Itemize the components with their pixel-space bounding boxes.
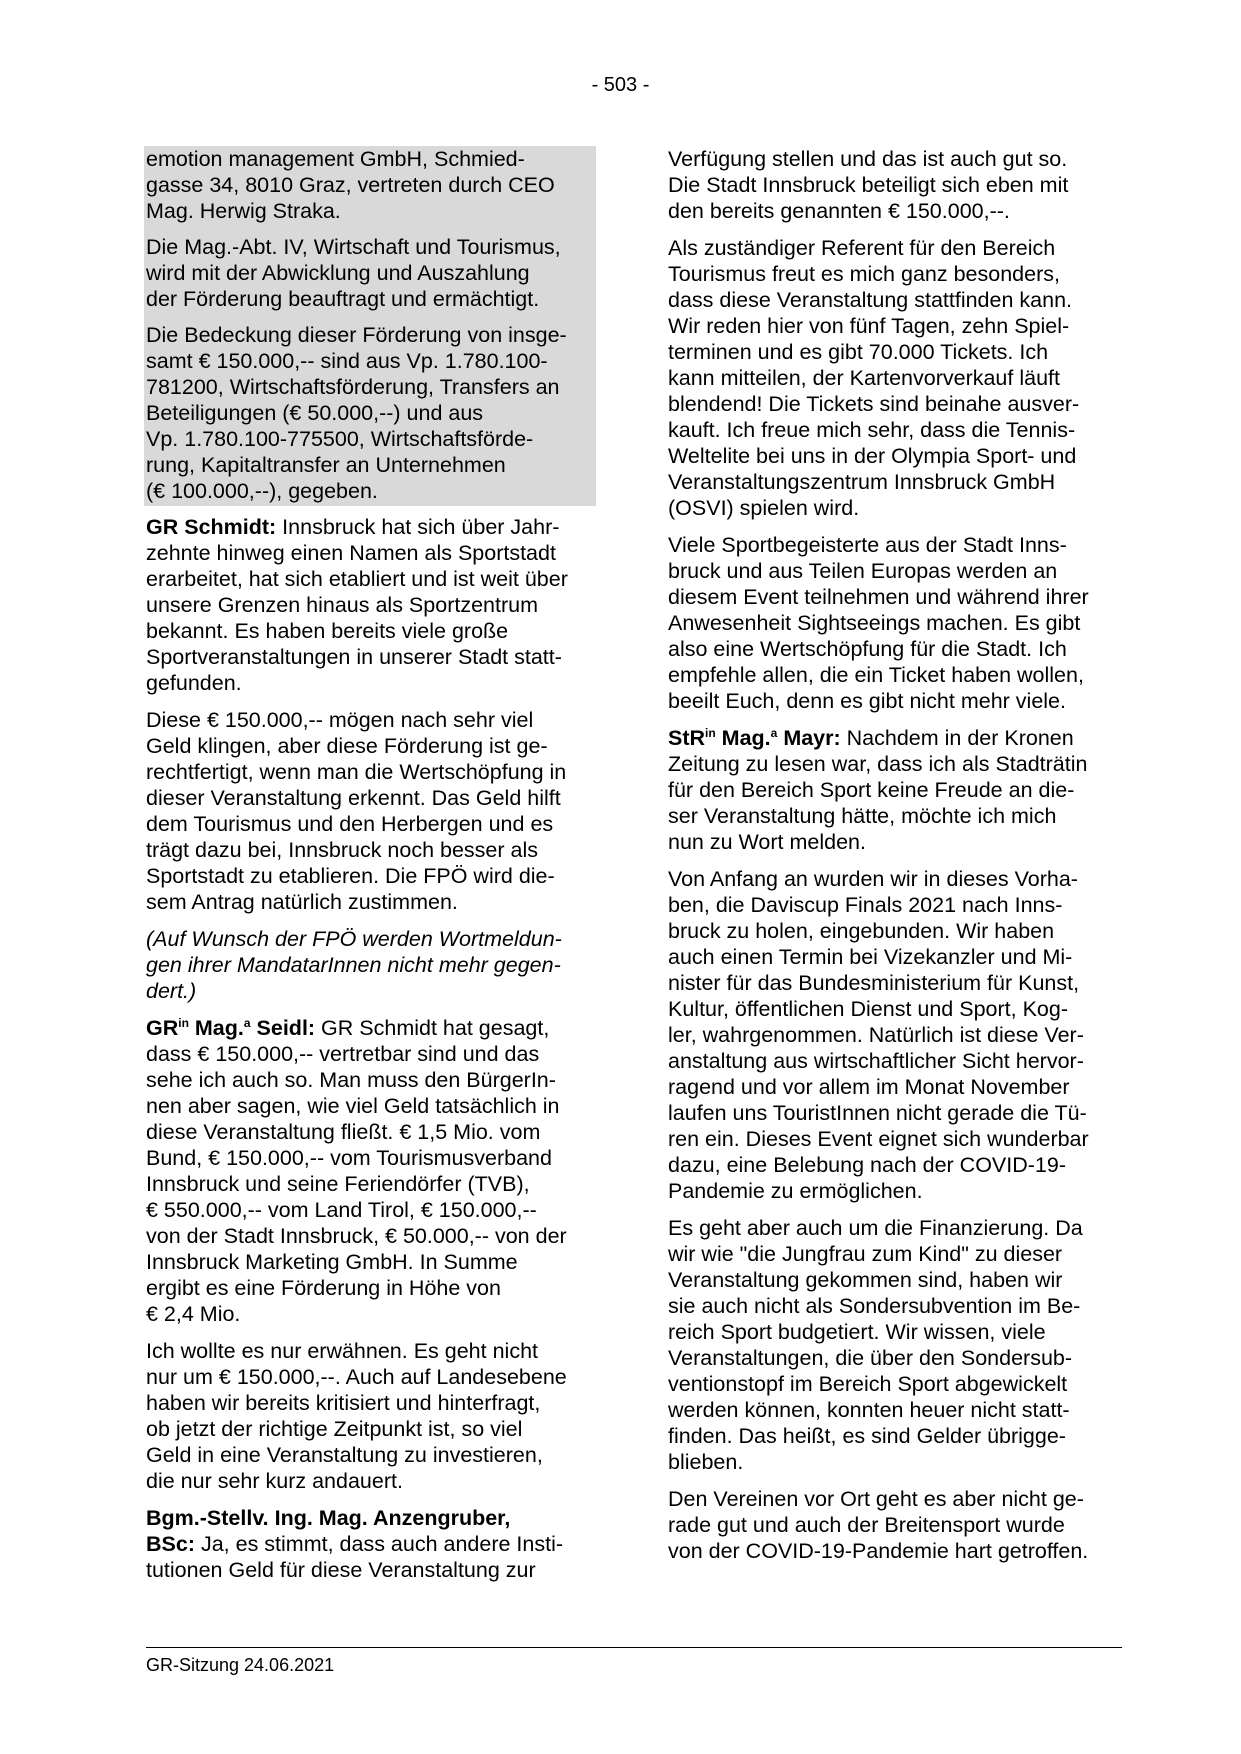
- text-line: kann mitteilen, der Kartenvorverkauf läuft: [668, 366, 1060, 390]
- text-line: ragend und vor allem im Monat November: [668, 1075, 1070, 1099]
- text-line: sie auch nicht als Sondersubvention im Be-: [668, 1294, 1081, 1318]
- text-line: ben, die Daviscup Finals 2021 nach Inns-: [668, 893, 1063, 917]
- text-line: die nur sehr kurz andauert.: [146, 1469, 403, 1493]
- text-line: Geld klingen, aber diese Förderung ist ge-: [146, 734, 548, 758]
- speaker-sup: in: [705, 726, 716, 740]
- speaker-sup: a: [770, 726, 778, 740]
- text-line: empfehle allen, die ein Ticket haben wollen,: [668, 663, 1084, 687]
- speech-lines: [146, 1041, 596, 1327]
- left-column: [146, 146, 596, 1594]
- speech-lines: [668, 751, 1128, 855]
- speech-anzengruber-cont: [668, 146, 1128, 224]
- text-line: Es geht aber auch um die Finanzierung. Da: [668, 1216, 1083, 1240]
- speaker-name: [146, 1016, 315, 1040]
- text-line: dass diese Veranstaltung stattfinden kann.: [668, 288, 1072, 312]
- text-line: Tourismus freut es mich ganz besonders,: [668, 262, 1060, 286]
- text-line: blendend! Die Tickets sind beinahe ausver-: [668, 392, 1080, 416]
- text-line: nun zu Wort melden.: [668, 830, 866, 854]
- text-line: blieben.: [668, 1450, 744, 1474]
- speech-schmidt: [146, 514, 596, 696]
- text-line: ler, wahrgenommen. Natürlich ist diese Ver-: [668, 1023, 1084, 1047]
- text-line: Als zuständiger Referent für den Bereich: [668, 236, 1056, 260]
- speech-text: Innsbruck hat sich über Jahr-: [276, 515, 560, 539]
- speech-anzengruber: [146, 1505, 596, 1583]
- text-line: ob jetzt der richtige Zeitpunkt ist, so viel: [146, 1417, 523, 1441]
- text-line: laufen uns TouristInnen nicht gerade die Tü-: [668, 1101, 1087, 1125]
- text-line: unsere Grenzen hinaus als Sportzentrum: [146, 593, 538, 617]
- text-line: Ich wollte es nur erwähnen. Es geht nicht: [146, 1339, 538, 1363]
- text-line: für den Bereich Sport keine Freude an die-: [668, 778, 1075, 802]
- text-line: der Förderung beauftragt und ermächtigt.: [146, 287, 540, 311]
- text-line: ventionstopf im Bereich Sport abgewickelt: [668, 1372, 1068, 1396]
- right-column: [668, 146, 1128, 1575]
- text-line: Pandemie zu ermöglichen.: [668, 1179, 923, 1203]
- speaker-title: GR: [146, 1016, 179, 1040]
- text-line: Geld in eine Veranstaltung zu investieren,: [146, 1443, 543, 1467]
- text-line: gefunden.: [146, 671, 242, 695]
- motion-paragraph-2: [146, 234, 594, 322]
- text-line: Beteiligungen (€ 50.000,--) und aus: [146, 401, 484, 425]
- text-line: terminen und es gibt 70.000 Tickets. Ich: [668, 340, 1049, 364]
- text-line: auch einen Termin bei Vizekanzler und Mi-: [668, 945, 1073, 969]
- speaker-sup: in: [178, 1016, 189, 1030]
- text-line: finden. Das heißt, es sind Gelder übrigge-: [668, 1424, 1066, 1448]
- text-line: zehnte hinweg einen Namen als Sportstadt: [146, 541, 556, 565]
- text-line: rung, Kapitaltransfer an Unternehmen: [146, 453, 506, 477]
- motion-paragraph-1: [146, 146, 594, 234]
- text-line: bekannt. Es haben bereits viele große: [146, 619, 509, 643]
- text-line: (OSVI) spielen wird.: [668, 496, 860, 520]
- text-line: tutionen Geld für diese Veranstaltung zur: [146, 1558, 536, 1582]
- text-line: dert.): [146, 979, 197, 1003]
- text-line: nister für das Bundesministerium für Kunst,: [668, 971, 1080, 995]
- text-line: Die Stadt Innsbruck beteiligt sich eben mit: [668, 173, 1069, 197]
- text-line: wird mit der Abwicklung und Auszahlung: [146, 261, 530, 285]
- text-line: reich Sport budgetiert. Wir wissen, viele: [668, 1320, 1046, 1344]
- speaker-title: StR: [668, 726, 706, 750]
- text-line: dieser Veranstaltung erkennt. Das Geld hilft: [146, 786, 561, 810]
- text-line: Veranstaltungszentrum Innsbruck GmbH: [668, 470, 1056, 494]
- text-line: (€ 100.000,--), gegeben.: [146, 479, 378, 503]
- text-line: nur um € 150.000,--. Auch auf Landesebene: [146, 1365, 567, 1389]
- motion-text-shaded: [144, 146, 596, 506]
- speaker-sup: a: [243, 1016, 251, 1030]
- text-line: gasse 34, 8010 Graz, vertreten durch CEO: [146, 173, 555, 197]
- text-line: Bund, € 150.000,-- vom Tourismusverband: [146, 1146, 552, 1170]
- text-line: Diese € 150.000,-- mögen nach sehr viel: [146, 708, 534, 732]
- speaker-surname: Mayr:: [777, 726, 841, 750]
- speaker-degree: Mag.: [188, 1016, 244, 1040]
- text-line: (Auf Wunsch der FPÖ werden Wortmeldun-: [146, 927, 562, 951]
- text-line: € 2,4 Mio.: [146, 1302, 241, 1326]
- text-line: werden können, konnten heuer nicht statt-: [668, 1398, 1070, 1422]
- text-line: Von Anfang an wurden wir in dieses Vorha-: [668, 867, 1078, 891]
- text-line: trägt dazu bei, Innsbruck noch besser als: [146, 838, 538, 862]
- speech-text: Nachdem in der Kronen: [840, 726, 1074, 750]
- text-line: Viele Sportbegeisterte aus der Stadt Inns-: [668, 533, 1067, 557]
- speech-schmidt-p2: [146, 707, 596, 915]
- text-line: Innsbruck Marketing GmbH. In Summe: [146, 1250, 518, 1274]
- speech-mayr-p2: [668, 866, 1128, 1204]
- text-line: kauft. Ich freue mich sehr, dass die Tennis-: [668, 418, 1076, 442]
- text-line: Weltelite bei uns in der Olympia Sport- und: [668, 444, 1077, 468]
- motion-paragraph-3: [146, 322, 594, 506]
- text-line: Verfügung stellen und das ist auch gut so.: [668, 147, 1068, 171]
- text-line: nen aber sagen, wie viel Geld tatsächlich in: [146, 1094, 560, 1118]
- text-line: sem Antrag natürlich zustimmen.: [146, 890, 458, 914]
- text-line: Mag. Herwig Straka.: [146, 199, 341, 223]
- text-line: Den Vereinen vor Ort geht es aber nicht ge-: [668, 1487, 1084, 1511]
- speech-seidl: [146, 1015, 596, 1327]
- speech-lines: [146, 1557, 596, 1583]
- text-line: den bereits genannten € 150.000,--.: [668, 199, 1010, 223]
- footer-rule: [146, 1647, 1122, 1648]
- speech-mayr-p3: [668, 1215, 1128, 1475]
- speech-lines: [146, 540, 596, 696]
- text-line: rade gut und auch der Breitensport wurde: [668, 1513, 1065, 1537]
- text-line: beeilt Euch, denn es gibt nicht mehr viele.: [668, 689, 1066, 713]
- editorial-note: [146, 926, 596, 1004]
- speech-mayr-p4: [668, 1486, 1128, 1564]
- speech-anzengruber-p3: [668, 532, 1128, 714]
- text-line: € 550.000,-- vom Land Tirol, € 150.000,--: [146, 1198, 537, 1222]
- text-line: dazu, eine Belebung nach der COVID-19-: [668, 1153, 1066, 1177]
- text-line: Wir reden hier von fünf Tagen, zehn Spiel-: [668, 314, 1070, 338]
- speaker-name-cont: BSc:: [146, 1532, 195, 1556]
- text-line: dass € 150.000,-- vertretbar sind und das: [146, 1042, 540, 1066]
- speech-seidl-p2: [146, 1338, 596, 1494]
- text-line: haben wir bereits kritisiert und hinterfragt,: [146, 1391, 541, 1415]
- text-line: diesem Event teilnehmen und während ihrer: [668, 585, 1089, 609]
- text-line: bruck zu holen, eingebunden. Wir haben: [668, 919, 1055, 943]
- text-line: Vp. 1.780.100-775500, Wirtschaftsförde-: [146, 427, 534, 451]
- speaker-degree: Mag.: [715, 726, 771, 750]
- footer-session-date: GR-Sitzung 24.06.2021: [146, 1655, 335, 1675]
- text-line: also eine Wertschöpfung für die Stadt. Ich: [668, 637, 1067, 661]
- speech-text: Ja, es stimmt, dass auch andere Insti-: [194, 1532, 564, 1556]
- speaker-name: Bgm.-Stellv. Ing. Mag. Anzengruber,: [146, 1506, 511, 1530]
- text-line: Sportveranstaltungen in unserer Stadt statt-: [146, 645, 562, 669]
- text-line: ser Veranstaltung hätte, möchte ich mich: [668, 804, 1057, 828]
- text-line: 781200, Wirtschaftsförderung, Transfers an: [146, 375, 560, 399]
- text-line: emotion management GmbH, Schmied-: [146, 147, 525, 171]
- text-line: Veranstaltung gekommen sind, haben wir: [668, 1268, 1063, 1292]
- text-line: Innsbruck und seine Feriendörfer (TVB),: [146, 1172, 530, 1196]
- speech-anzengruber-p2: [668, 235, 1128, 521]
- text-line: diese Veranstaltung fließt. € 1,5 Mio. vom: [146, 1120, 541, 1144]
- text-line: Die Bedeckung dieser Förderung von insge-: [146, 323, 567, 347]
- text-line: gen ihrer MandatarInnen nicht mehr gegen-: [146, 953, 561, 977]
- text-line: Die Mag.-Abt. IV, Wirtschaft und Tourismus,: [146, 235, 561, 259]
- text-line: erarbeitet, hat sich etabliert und ist weit über: [146, 567, 568, 591]
- text-line: Kultur, öffentlichen Dienst und Sport, Kog-: [668, 997, 1068, 1021]
- text-line: von der Stadt Innsbruck, € 50.000,-- von der: [146, 1224, 567, 1248]
- text-line: Veranstaltungen, die über den Sondersub-: [668, 1346, 1073, 1370]
- text-line: anstaltung aus wirtschaftlicher Sicht hervor-: [668, 1049, 1084, 1073]
- speaker-surname: Seidl:: [250, 1016, 316, 1040]
- text-line: wir wie "die Jungfrau zum Kind" zu dieser: [668, 1242, 1063, 1266]
- text-line: bruck und aus Teilen Europas werden an: [668, 559, 1058, 583]
- text-line: Zeitung zu lesen war, dass ich als Stadträtin: [668, 752, 1088, 776]
- text-line: von der COVID-19-Pandemie hart getroffen.: [668, 1539, 1089, 1563]
- text-line: sehe ich auch so. Man muss den BürgerIn-: [146, 1068, 556, 1092]
- page-number: - 503 -: [591, 74, 650, 96]
- text-line: Sportstadt zu etablieren. Die FPÖ wird die-: [146, 864, 555, 888]
- speaker-name: [668, 726, 841, 750]
- text-line: ren ein. Dieses Event eignet sich wunderbar: [668, 1127, 1089, 1151]
- text-line: ergibt es eine Förderung in Höhe von: [146, 1276, 501, 1300]
- text-line: samt € 150.000,-- sind aus Vp. 1.780.100-: [146, 349, 548, 373]
- text-line: rechtfertigt, wenn man die Wertschöpfung in: [146, 760, 567, 784]
- speech-mayr: [668, 725, 1128, 855]
- speaker-name: GR Schmidt:: [146, 515, 277, 539]
- speech-text: GR Schmidt hat gesagt,: [315, 1016, 550, 1040]
- text-line: dem Tourismus und den Herbergen und es: [146, 812, 554, 836]
- text-line: Anwesenheit Sightseeings machen. Es gibt: [668, 611, 1081, 635]
